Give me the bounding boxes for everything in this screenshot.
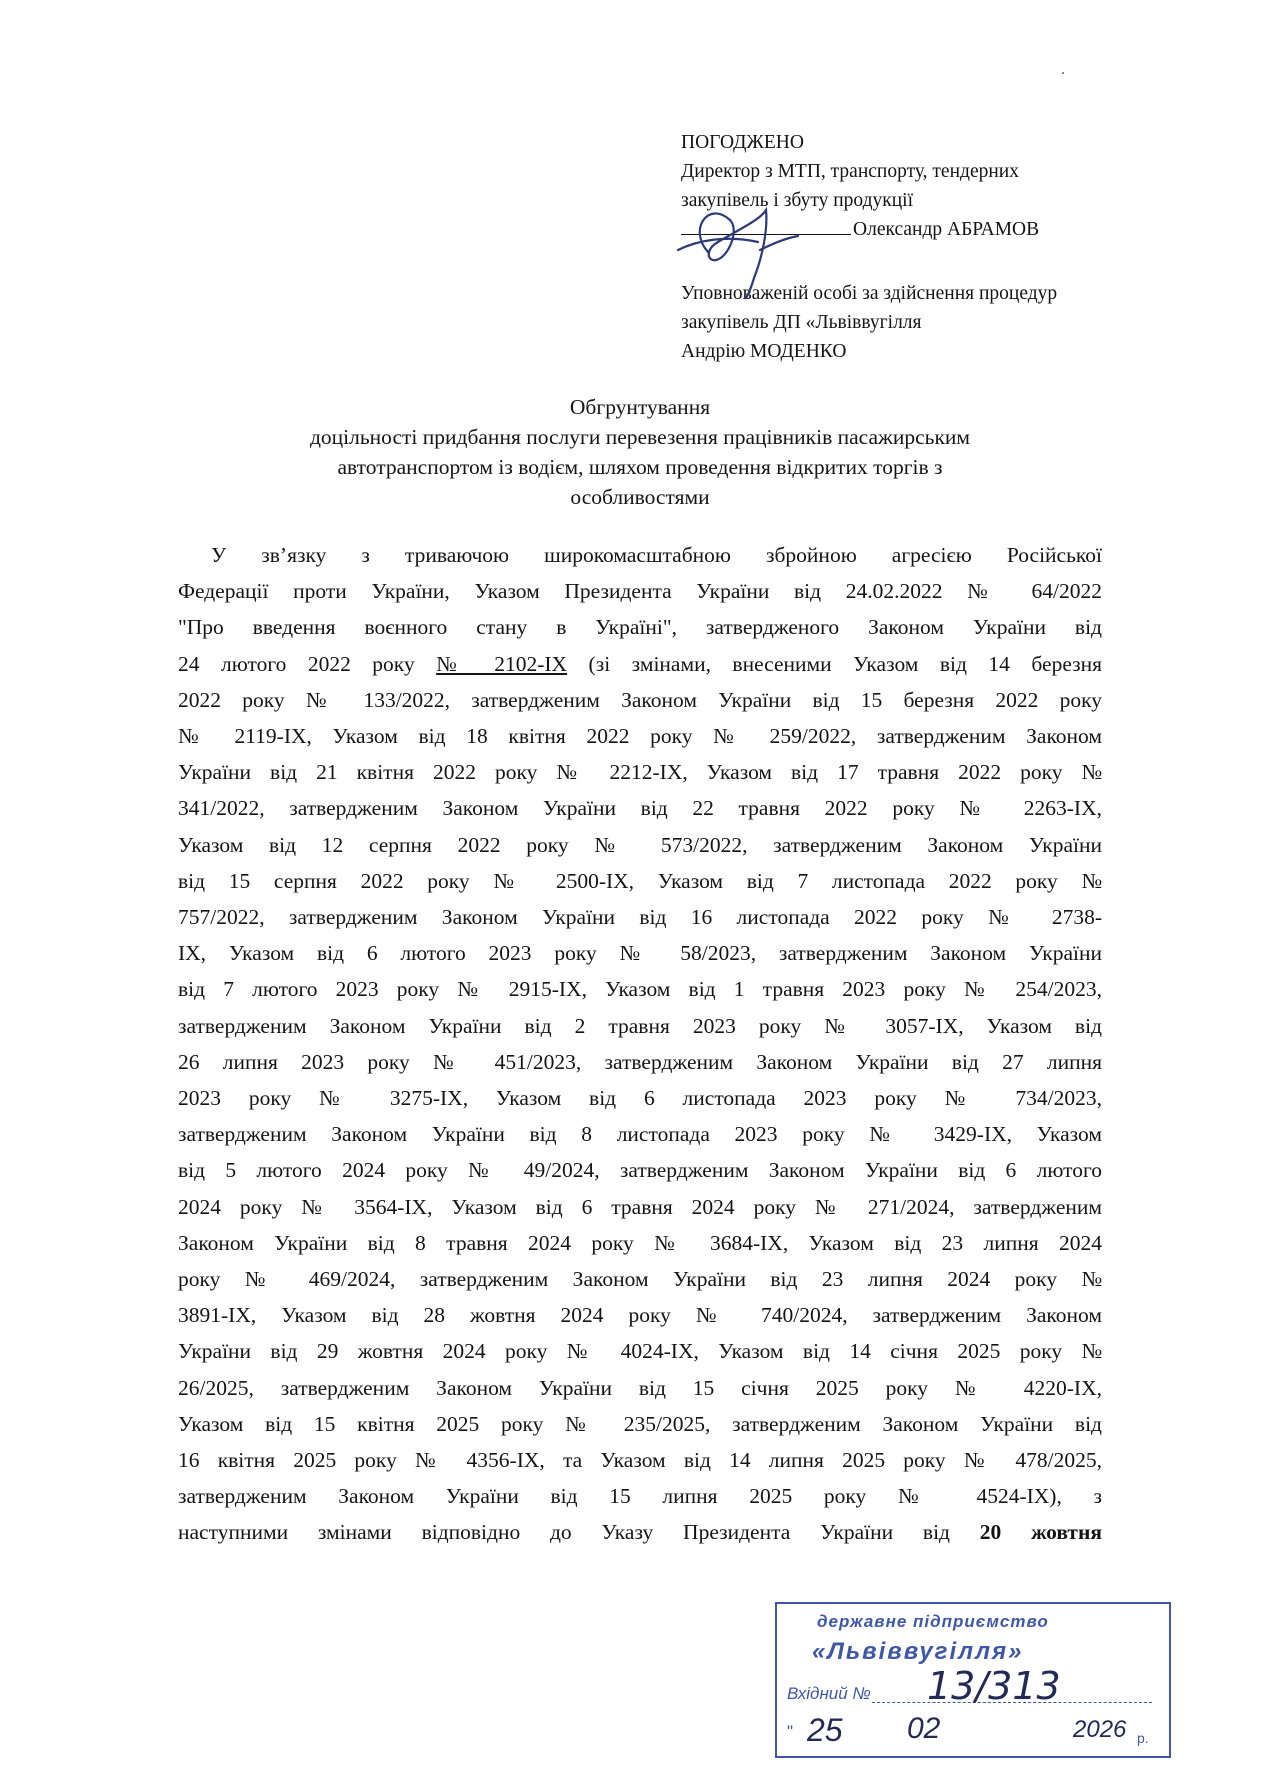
stamp-day: 25 <box>807 1712 843 1748</box>
stamp-organization-name: «Львіввугілля» <box>812 1638 1024 1665</box>
stamp-quote-mark: " <box>787 1722 794 1741</box>
title-line3: автотранспортом із водієм, шляхом проведення відкритих торгів з <box>337 455 943 479</box>
body-line: затвердженим Законом України від 8 листопада 2023 року № 3429-IX, Указом <box>178 1122 1102 1147</box>
body-text: 24 лютого 2022 року <box>178 651 437 676</box>
body-line: "Про введення воєнного стану в Україні", затвердженого Законом України від <box>178 615 1102 640</box>
document-body <box>178 537 1102 1551</box>
body-line: № 2119-IX, Указом від 18 квітня 2022 року № 259/2022, затвердженим Законом <box>178 724 1102 749</box>
body-line: 3891-IX, Указом від 28 жовтня 2024 року № 740/2024, затвердженим Законом <box>178 1303 1102 1328</box>
stamp-incoming-number: 13/313 <box>927 1664 1061 1708</box>
body-line: 26 липня 2023 року № 451/2023, затвердженим Законом України від 27 липня <box>178 1049 1102 1074</box>
stamp-year-suffix: р. <box>1137 1730 1149 1746</box>
body-text: наступними змінами відповідно до Указу Президента України від <box>178 1520 980 1545</box>
title-line2: доцільності придбання послуги перевезення працівників пасажирським <box>309 425 971 449</box>
addressee-line1: Уповноваженій особі за здійснення процедур <box>681 283 1058 304</box>
body-text: (зі змінами, внесеними Указом від 14 березня <box>567 651 1103 676</box>
body-line: Федерації проти України, Указом Президента України від 24.02.2022 № 64/2022 <box>178 579 1102 604</box>
body-line: від 5 лютого 2024 року № 49/2024, затвердженим Законом України від 6 лютого <box>178 1158 1102 1183</box>
addressee-line3: Андрію МОДЕНКО <box>681 341 847 362</box>
body-line: У зв’язку з триваючою широкомасштабною збройною агресією Російської <box>211 543 1102 567</box>
addressee-line2: закупівель ДП «Львіввугілля <box>681 312 922 333</box>
body-line: від 15 серпня 2022 року № 2500-IX, Указом від 7 листопада 2022 року № <box>178 868 1102 893</box>
approver-position-line2: закупівель і збуту продукції <box>681 190 914 211</box>
body-line: Указом від 15 квітня 2025 року № 235/2025, затвердженим Законом України від <box>178 1411 1102 1436</box>
body-line: 2023 року № 3275-IX, Указом від 6 листопада 2023 року № 734/2023, <box>178 1086 1102 1111</box>
body-line: України від 29 жовтня 2024 року № 4024-IX, Указом від 14 січня 2025 року № <box>178 1339 1102 1364</box>
scan-speck <box>1062 72 1064 74</box>
registration-stamp <box>775 1602 1171 1758</box>
body-line: IX, Указом від 6 лютого 2023 року № 58/2023, затвердженим Законом України <box>178 941 1102 966</box>
law-reference-link[interactable]: № 2102-IX <box>436 651 568 676</box>
body-line: затвердженим Законом України від 2 травня 2023 року № 3057-IX, Указом від <box>178 1013 1102 1038</box>
body-line: України від 21 квітня 2022 року № 2212-IX, Указом від 17 травня 2022 року № <box>178 760 1102 785</box>
body-line: Указом від 12 серпня 2022 року № 573/2022, затвердженим Законом України <box>178 832 1102 857</box>
title-line4: особливостями <box>570 485 710 509</box>
body-line: 2024 року № 3564-IX, Указом від 6 травня 2024 року № 271/2024, затвердженим <box>178 1194 1102 1219</box>
body-line: 16 квітня 2025 року № 4356-IX, та Указом від 14 липня 2025 року № 478/2025, <box>178 1448 1102 1473</box>
body-line: Законом України від 8 травня 2024 року № 3684-IX, Указом від 23 липня 2024 <box>178 1230 1102 1255</box>
body-line <box>178 1514 1102 1550</box>
title-line1: Обгрунтування <box>569 395 711 419</box>
body-line <box>178 646 1102 682</box>
body-line: року № 469/2024, затвердженим Законом України від 23 липня 2024 року № <box>178 1267 1102 1292</box>
approver-position-line1: Директор з МТП, транспорту, тендерних <box>681 161 1019 182</box>
stamp-organization-type: державне підприємство <box>817 1612 1049 1631</box>
stamp-year: 2026 <box>1073 1716 1127 1743</box>
stamp-month: 02 <box>907 1712 941 1745</box>
approver-name: Олександр АБРАМОВ <box>853 219 1040 240</box>
document-title <box>178 392 1102 512</box>
body-line: 341/2022, затвердженим Законом України від 22 травня 2022 року № 2263-IX, <box>178 796 1102 821</box>
stamp-incoming-label: Вхідний № <box>787 1684 871 1703</box>
body-line: 2022 року № 133/2022, затвердженим Законом України від 15 березня 2022 року <box>178 687 1102 712</box>
handwritten-signature <box>668 180 818 300</box>
body-line: від 7 лютого 2023 року № 2915-IX, Указом від 1 травня 2023 року № 254/2023, <box>178 977 1102 1002</box>
body-line: 757/2022, затвердженим Законом України від 16 листопада 2022 року № 2738- <box>178 905 1102 930</box>
body-line: затвердженим Законом України від 15 липня 2025 року № 4524-IX), з <box>178 1484 1102 1509</box>
body-bold-date: 20 жовтня <box>979 1520 1102 1545</box>
approval-heading: ПОГОДЖЕНО <box>681 132 804 153</box>
body-line: 26/2025, затвердженим Законом України від 15 січня 2025 року № 4220-IX, <box>178 1375 1102 1400</box>
